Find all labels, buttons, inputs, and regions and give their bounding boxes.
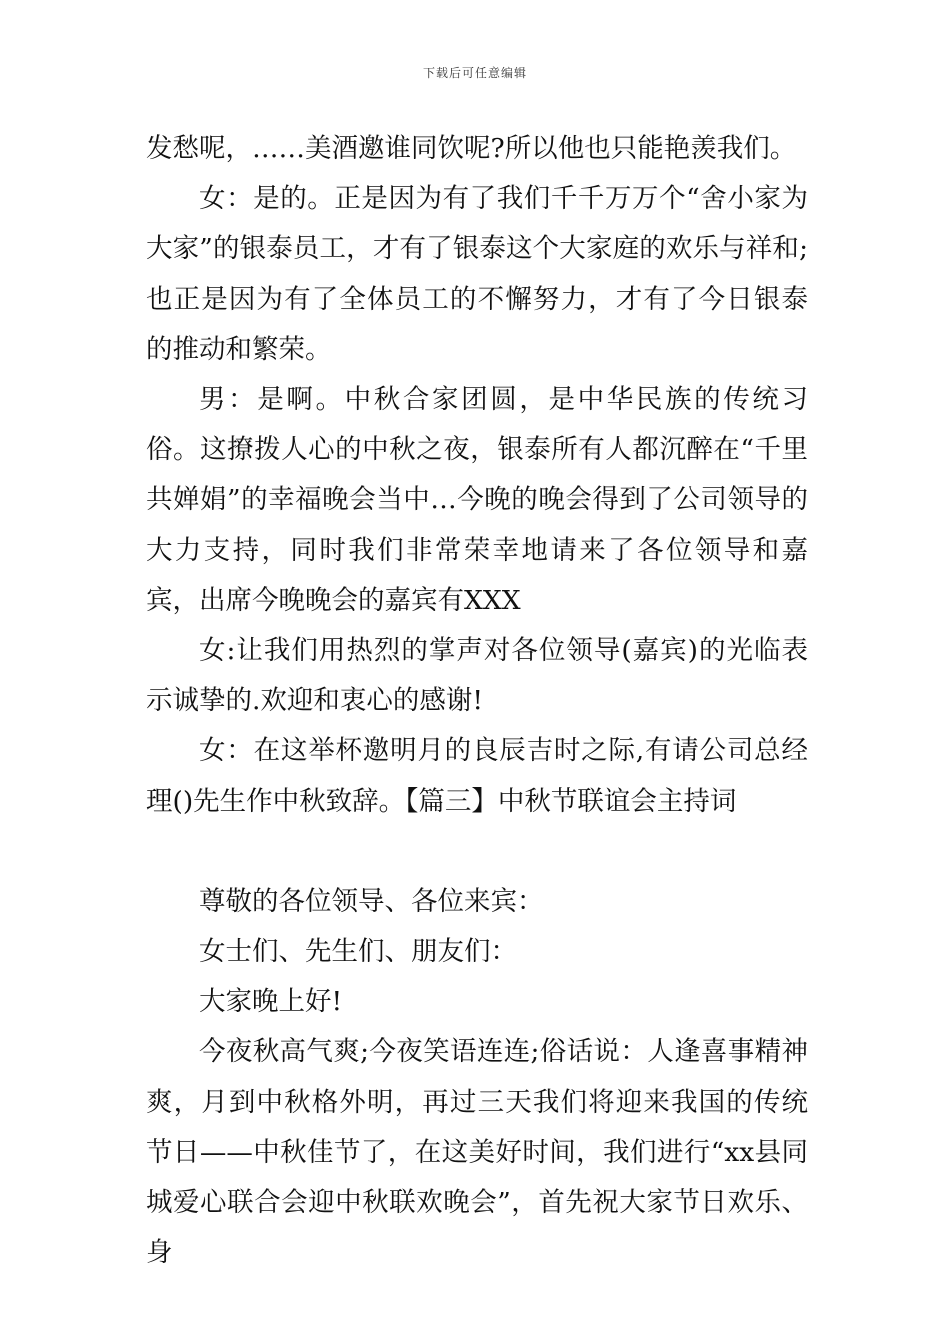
page-header: 下载后可任意编辑 [422,66,527,80]
paragraph-continuation: 发愁呢，……美酒邀谁同饮呢?所以他也只能艳羡我们。 [146,133,797,164]
paragraph-greeting-2: 女士们、先生们、朋友们： [199,936,517,968]
paragraph-female-2: 女:让我们用热烈的掌声对各位领导(嘉宾)的光临表示诚挚的.欢迎和衷心的感谢! [146,635,808,717]
paragraph-greeting-3: 大家晚上好! [199,986,343,1018]
paragraph-greeting-1: 尊敬的各位领导、各位来宾： [199,885,544,917]
paragraph-opening: 今夜秋高气爽;今夜笑语连连;俗话说：人逢喜事精神爽，月到中秋格外明，再过三天我们将迎来我国的传统节日——中秋佳节了，在这美好时间，我们进行“xx县同城爱心联合会迎中秋联欢晚会”，首先祝大家节日欢乐、身 [146,1036,808,1269]
paragraph-female-1: 女：是的。正是因为有了我们千千万万个“舍小家为大家”的银泰员工，才有了银泰这个大家庭的欢乐与祥和;也正是因为有了全体员工的不懈努力，才有了今日银泰的推动和繁荣。 [146,183,808,365]
paragraph-male-1: 男：是啊。中秋合家团圆，是中华民族的传统习俗。这撩拨人心的中秋之夜，银泰所有人都沉醉在“千里共婵娟”的幸福晚会当中…今晚的晚会得到了公司领导的大力支持，同时我们非常荣幸地请来了各位领导和嘉宾，出席今晚晚会的嘉宾有XXX [146,384,808,616]
document-body [146,124,808,1278]
section-spacer [146,827,808,877]
paragraph-female-3: 女：在这举杯邀明月的良辰吉时之际,有请公司总经理()先生作中秋致辞。【篇三】中秋节联谊会主持词 [146,735,808,817]
